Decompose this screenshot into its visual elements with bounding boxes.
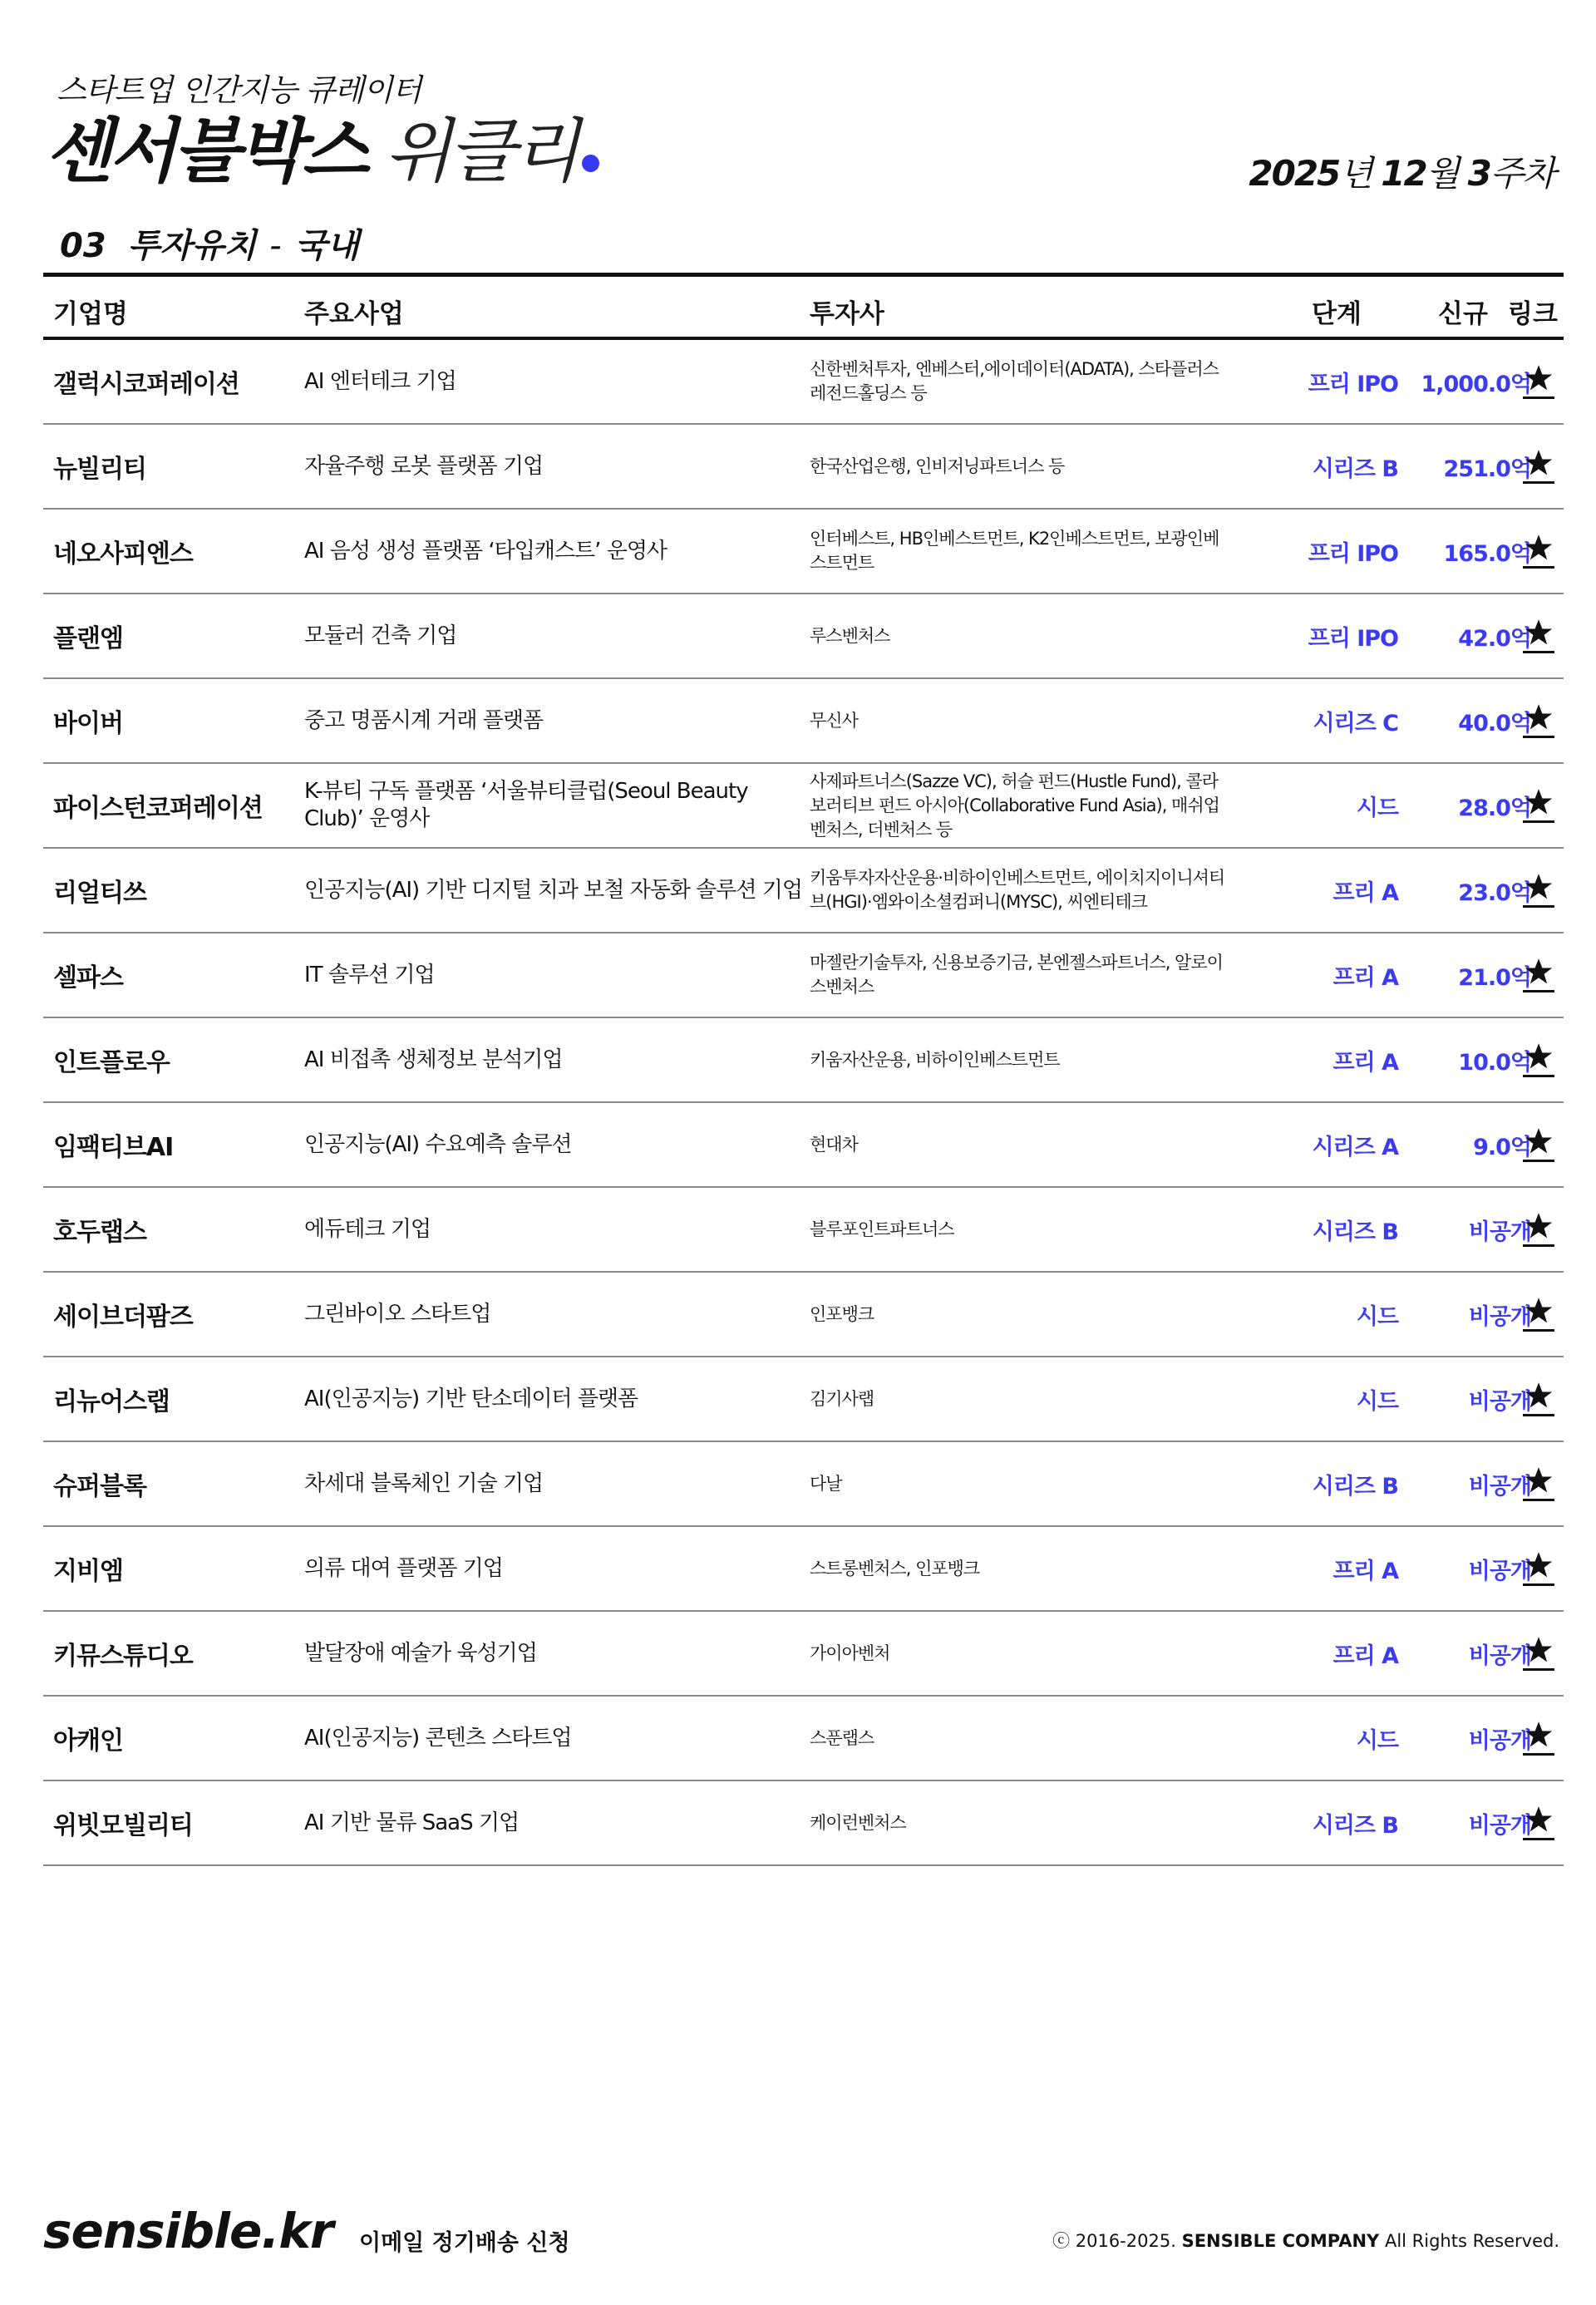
investors <box>810 1442 1234 1525</box>
company-name: 아캐인 <box>53 1726 123 1756</box>
investors-text: 키움자산운용, 비하이인베스트먼트 <box>810 1049 1060 1070</box>
week-month-suffix: 월 <box>1426 153 1459 194</box>
investors <box>810 1188 1234 1271</box>
table-row <box>43 1781 1564 1866</box>
funding-stage: 시드 <box>1356 1388 1398 1415</box>
business-text: AI(인공지능) 기반 탄소데이터 플랫폼 <box>304 1386 638 1411</box>
business-text: 자율주행 로봇 플랫폼 기업 <box>304 453 544 479</box>
business-description <box>304 933 803 1017</box>
link-button[interactable] <box>1515 1273 1563 1356</box>
business-text: 중고 명품시계 거래 플랫폼 <box>304 707 544 733</box>
funding-stage: 프리 A <box>1332 1643 1398 1669</box>
table-row <box>43 1188 1564 1273</box>
section-separator: - <box>269 227 282 265</box>
funding-stage: 시리즈 B <box>1312 1219 1398 1245</box>
funding-amount: 비공개 <box>1468 1558 1531 1584</box>
table-row <box>43 1442 1564 1527</box>
business-description <box>304 340 803 423</box>
company-name: 셀파스 <box>53 963 123 992</box>
table-body <box>43 340 1564 1866</box>
star-icon <box>1523 1635 1554 1672</box>
link-button[interactable] <box>1515 764 1563 847</box>
investors <box>810 1527 1234 1610</box>
funding-amount: 28.0억 <box>1458 795 1531 821</box>
col-stage: 단계 <box>1312 299 1362 329</box>
investors <box>810 679 1234 762</box>
star-icon <box>1523 1720 1554 1756</box>
star-icon <box>1523 1211 1554 1248</box>
investors-text: 블루포인트파트너스 <box>810 1219 954 1239</box>
business-text: AI 엔터테크 기업 <box>304 368 456 394</box>
funding-stage: 시리즈 A <box>1312 1134 1398 1160</box>
week-number: 3 <box>1467 153 1490 194</box>
link-button[interactable] <box>1515 1527 1563 1610</box>
investors <box>810 1018 1234 1101</box>
funding-stage: 시리즈 B <box>1312 1812 1398 1839</box>
investors-text: 사제파트너스(Sazze VC), 허슬 펀드(Hustle Fund), 콜라보러티브 펀드 아시아(Collaborative Fund Asia), 매쉬업벤처스, 더벤처스 등 <box>810 771 1219 840</box>
funding-stage: 시리즈 B <box>1312 1473 1398 1500</box>
investors <box>810 1357 1234 1441</box>
week-year-suffix: 년 <box>1339 153 1372 194</box>
funding-amount: 251.0억 <box>1443 456 1531 482</box>
funding-amount: 비공개 <box>1468 1473 1531 1500</box>
funding-stage: 프리 A <box>1332 879 1398 906</box>
business-text: 그린바이오 스타트업 <box>304 1301 491 1327</box>
link-button[interactable] <box>1515 1103 1563 1186</box>
company-name: 리얼티쓰 <box>53 879 146 908</box>
investors <box>810 1697 1234 1780</box>
brand-title-light: 위클리 <box>384 111 577 192</box>
funding-stage: 시리즈 B <box>1312 456 1398 482</box>
table-header <box>43 277 1564 340</box>
business-description <box>304 1612 803 1695</box>
section-number: 03 <box>60 227 106 265</box>
investors-text: 스트롱벤처스, 인포뱅크 <box>810 1558 980 1579</box>
investors <box>810 1273 1234 1356</box>
copyright-prefix: ⓒ 2016-2025. <box>1052 2231 1176 2251</box>
company-name: 뉴빌리티 <box>53 455 146 484</box>
week-number-suffix: 주차 <box>1490 153 1554 194</box>
business-text: IT 솔루션 기업 <box>304 962 435 988</box>
star-icon <box>1523 1381 1554 1417</box>
link-button[interactable] <box>1515 1357 1563 1441</box>
investors-text: 신한벤처투자, 엔베스터,에이데이터(ADATA), 스타플러스 레전드홀딩스 등 <box>810 359 1219 403</box>
investors <box>810 1781 1234 1864</box>
investors <box>810 849 1234 932</box>
investors-text: 케이런벤처스 <box>810 1812 906 1833</box>
company-name: 세이브더팜즈 <box>53 1303 193 1332</box>
business-description <box>304 1442 803 1525</box>
link-button[interactable] <box>1515 425 1563 508</box>
star-icon <box>1523 363 1554 400</box>
brand-title-bold: 센서블박스 <box>45 111 366 192</box>
investors-text: 현대차 <box>810 1134 858 1155</box>
col-business: 주요사업 <box>304 299 404 329</box>
business-text: K-뷰티 구독 플랫폼 ‘서울뷰티클럽(Seoul Beauty Club)’ 운영사 <box>304 779 748 831</box>
link-button[interactable] <box>1515 1018 1563 1101</box>
investors-text: 스푼랩스 <box>810 1727 874 1748</box>
company-name: 인트플로우 <box>53 1048 170 1077</box>
investors <box>810 594 1234 677</box>
business-description <box>304 1357 803 1441</box>
link-button[interactable] <box>1515 1442 1563 1525</box>
business-text: AI 음성 생성 플랫폼 ‘타입캐스트’ 운영사 <box>304 538 667 564</box>
star-icon <box>1523 1126 1554 1163</box>
investors-text: 키움투자자산운용·비하이인베스트먼트, 에이치지이니셔티브(HGI)·엠와이소셜컴퍼니(MYSC), 씨엔티테크 <box>810 868 1225 912</box>
star-icon <box>1523 1042 1554 1078</box>
business-description <box>304 594 803 677</box>
funding-stage: 시드 <box>1356 1727 1398 1754</box>
business-text: AI 비접촉 생체정보 분석기업 <box>304 1047 563 1072</box>
funding-stage: 프리 A <box>1332 964 1398 991</box>
link-button[interactable] <box>1515 849 1563 932</box>
company-name: 호두랩스 <box>53 1218 146 1247</box>
investors <box>810 340 1234 423</box>
table-row <box>43 1357 1564 1442</box>
col-company: 기업명 <box>53 299 128 329</box>
link-button[interactable] <box>1515 679 1563 762</box>
week-label <box>1249 146 1554 196</box>
star-icon <box>1523 702 1554 739</box>
link-button[interactable] <box>1515 1188 1563 1271</box>
funding-stage: 시드 <box>1356 1303 1398 1330</box>
col-investor: 투자사 <box>810 299 884 329</box>
funding-amount: 비공개 <box>1468 1812 1531 1839</box>
company-name: 네오사피엔스 <box>53 539 193 569</box>
company-name: 갤럭시코퍼레이션 <box>53 370 239 399</box>
table-row <box>43 679 1564 764</box>
link-button[interactable] <box>1515 933 1563 1017</box>
investors <box>810 425 1234 508</box>
table-row <box>43 1527 1564 1612</box>
week-month: 12 <box>1381 153 1426 194</box>
funding-stage: 프리 A <box>1332 1049 1398 1076</box>
funding-amount: 42.0억 <box>1458 625 1531 652</box>
table-row <box>43 594 1564 679</box>
business-description <box>304 1527 803 1610</box>
funding-stage: 프리 IPO <box>1308 371 1398 397</box>
investors <box>810 1612 1234 1695</box>
funding-amount: 21.0억 <box>1458 964 1531 991</box>
funding-stage: 시드 <box>1356 795 1398 821</box>
company-name: 지비엠 <box>53 1557 123 1586</box>
company-name: 리뉴어스랩 <box>53 1387 170 1416</box>
header-subtitle: 스타트업 인간지능 큐레이터 <box>57 72 421 108</box>
table-row <box>43 1697 1564 1781</box>
investors <box>810 933 1234 1017</box>
table-row <box>43 1612 1564 1697</box>
investors <box>810 764 1234 847</box>
business-text: 발달장애 예술가 육성기업 <box>304 1640 537 1666</box>
business-description <box>304 764 803 847</box>
funding-amount: 비공개 <box>1468 1643 1531 1669</box>
week-year: 2025 <box>1249 153 1340 194</box>
business-description <box>304 1697 803 1780</box>
star-icon <box>1523 787 1554 824</box>
link-button[interactable] <box>1515 1697 1563 1780</box>
business-description <box>304 1781 803 1864</box>
star-icon <box>1523 872 1554 909</box>
section-name: 투자유치 <box>127 227 257 265</box>
table-row <box>43 340 1564 425</box>
star-icon <box>1523 1465 1554 1502</box>
funding-amount: 9.0억 <box>1473 1134 1531 1160</box>
table-row <box>43 1018 1564 1103</box>
business-description <box>304 1103 803 1186</box>
funding-amount: 비공개 <box>1468 1303 1531 1330</box>
brand-dot <box>582 155 599 172</box>
subscribe-link[interactable] <box>359 2224 570 2257</box>
company-name: 키뮤스튜디오 <box>53 1642 193 1671</box>
business-description <box>304 1188 803 1271</box>
table-row <box>43 1103 1564 1188</box>
link-button[interactable] <box>1515 1612 1563 1695</box>
section-sub: 국내 <box>294 227 359 265</box>
copyright-suffix: All Rights Reserved. <box>1384 2231 1559 2251</box>
business-description <box>304 1018 803 1101</box>
link-button[interactable] <box>1515 594 1563 677</box>
business-description <box>304 679 803 762</box>
investors-text: 인터베스트, HB인베스트먼트, K2인베스트먼트, 보광인베스트먼트 <box>810 529 1219 573</box>
copyright <box>1052 2228 1559 2253</box>
star-icon <box>1523 1550 1554 1587</box>
star-icon <box>1523 957 1554 993</box>
star-icon <box>1523 533 1554 569</box>
funding-stage: 프리 IPO <box>1308 540 1398 567</box>
star-icon <box>1523 1805 1554 1841</box>
investors <box>810 1103 1234 1186</box>
funding-amount: 10.0억 <box>1458 1049 1531 1076</box>
table-row <box>43 849 1564 933</box>
investors-text: 마젤란기술투자, 신용보증기금, 본엔젤스파트너스, 알로이스벤처스 <box>810 953 1223 997</box>
copyright-company: SENSIBLE COMPANY <box>1181 2231 1380 2251</box>
company-name: 파이스턴코퍼레이션 <box>53 794 263 823</box>
funding-amount: 165.0억 <box>1443 540 1531 567</box>
funding-amount: 40.0억 <box>1458 710 1531 736</box>
company-name: 플랜엠 <box>53 624 123 653</box>
business-description <box>304 425 803 508</box>
investors-text: 무신사 <box>810 710 858 731</box>
business-text: AI 기반 물류 SaaS 기업 <box>304 1810 520 1835</box>
star-icon <box>1523 448 1554 485</box>
funding-amount: 비공개 <box>1468 1727 1531 1754</box>
link-button[interactable] <box>1515 510 1563 593</box>
table-row <box>43 764 1564 849</box>
investment-table <box>43 273 1564 1866</box>
business-text: 차세대 블록체인 기술 기업 <box>304 1470 544 1496</box>
footer-logo[interactable]: sensible.kr <box>43 2203 333 2259</box>
section-title <box>60 219 359 267</box>
star-icon <box>1523 1296 1554 1332</box>
investors-text: 루스벤처스 <box>810 625 890 646</box>
table-row <box>43 425 1564 510</box>
company-name: 바이버 <box>53 709 123 738</box>
business-text: 인공지능(AI) 수요예측 솔루션 <box>304 1131 572 1157</box>
link-button[interactable] <box>1515 340 1563 423</box>
business-description <box>304 849 803 932</box>
investors <box>810 510 1234 593</box>
business-text: 의류 대여 플랫폼 기업 <box>304 1555 503 1581</box>
company-name: 위빗모빌리티 <box>53 1811 193 1840</box>
brand-title <box>45 110 599 193</box>
funding-stage: 프리 A <box>1332 1558 1398 1584</box>
business-text: 에듀테크 기업 <box>304 1216 431 1242</box>
investors-text: 가이아벤처 <box>810 1643 890 1663</box>
business-text: 인공지능(AI) 기반 디지털 치과 보철 자동화 솔루션 기업 <box>304 877 803 903</box>
table-row <box>43 933 1564 1018</box>
business-text: 모듈러 건축 기업 <box>304 623 457 648</box>
funding-amount: 비공개 <box>1468 1388 1531 1415</box>
col-link: 링크 <box>1508 299 1558 329</box>
company-name: 임팩티브AI <box>53 1133 174 1162</box>
star-icon <box>1523 618 1554 654</box>
investors-text: 다날 <box>810 1473 842 1494</box>
link-button[interactable] <box>1515 1781 1563 1864</box>
funding-stage: 프리 IPO <box>1308 625 1398 652</box>
subscribe-text: 이메일 정기배송 신청 <box>359 2230 570 2256</box>
col-amount: 신규 <box>1438 299 1488 329</box>
investors-text: 김기사랩 <box>810 1388 874 1409</box>
funding-stage: 시리즈 C <box>1313 710 1398 736</box>
company-name: 슈퍼블록 <box>53 1472 146 1501</box>
funding-amount: 23.0억 <box>1458 879 1531 906</box>
table-row <box>43 1273 1564 1357</box>
investors-text: 한국산업은행, 인비저닝파트너스 등 <box>810 456 1065 476</box>
funding-amount: 비공개 <box>1468 1219 1531 1245</box>
funding-amount: 1,000.0억 <box>1421 371 1531 397</box>
investors-text: 인포뱅크 <box>810 1303 874 1324</box>
table-row <box>43 510 1564 594</box>
business-description <box>304 1273 803 1356</box>
business-description <box>304 510 803 593</box>
business-text: AI(인공지능) 콘텐츠 스타트업 <box>304 1725 572 1751</box>
